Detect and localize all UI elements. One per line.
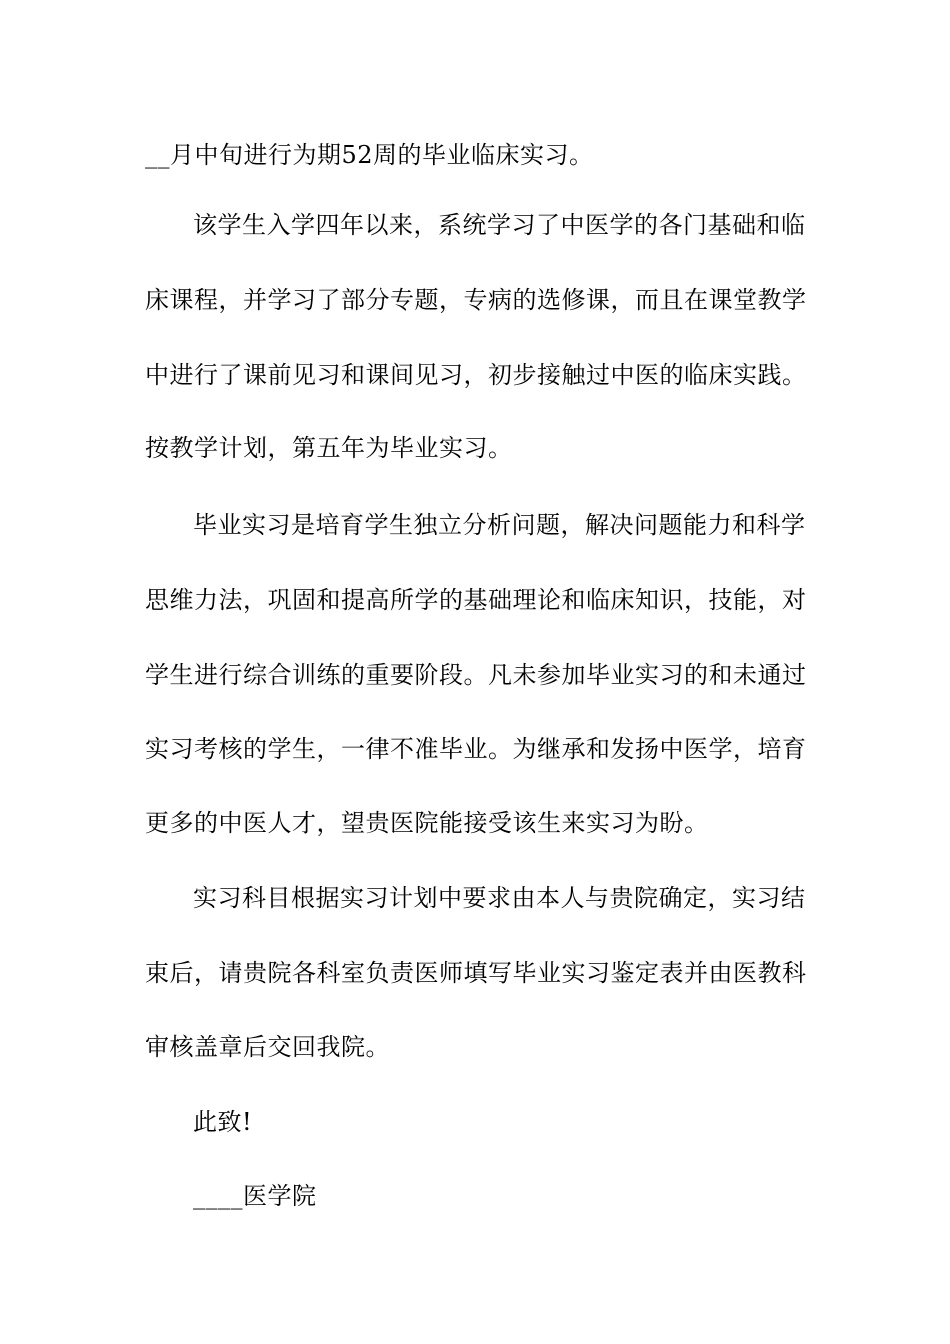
text-line-1: __月中旬进行为期52周的毕业临床实习。 [145, 141, 594, 169]
text-line-7: 思维力法，巩固和提高所学的基础理论和临床知识，技能，对 [145, 586, 807, 614]
text-line-6: 毕业实习是培育学生独立分析问题，解决问题能力和科学 [193, 511, 806, 539]
text-line-8: 学生进行综合训练的重要阶段。凡未参加毕业实习的和未通过 [145, 661, 807, 689]
text-line-10: 更多的中医人才，望贵医院能接受该生来实习为盼。 [145, 809, 709, 837]
text-line-11: 实习科目根据实习计划中要求由本人与贵院确定，实习结 [193, 884, 806, 912]
text-line-9: 实习考核的学生，一律不准毕业。为继承和发扬中医学，培育 [145, 735, 807, 763]
text-line-12: 束后，请贵院各科室负责医师填写毕业实习鉴定表并由医教科 [145, 959, 807, 987]
text-line-5: 按教学计划，第五年为毕业实习。 [145, 434, 513, 462]
closing-salutation: 此致! [193, 1108, 253, 1136]
text-line-13: 审核盖章后交回我院。 [145, 1033, 390, 1061]
text-line-2: 该学生入学四年以来，系统学习了中医学的各门基础和临 [193, 211, 806, 239]
text-line-4: 中进行了课前见习和课间见习，初步接触过中医的临床实践。 [145, 361, 807, 389]
text-line-3: 床课程，并学习了部分专题，专病的选修课，而且在课堂教学 [145, 286, 807, 314]
signature-institution: ____医学院 [193, 1182, 317, 1210]
